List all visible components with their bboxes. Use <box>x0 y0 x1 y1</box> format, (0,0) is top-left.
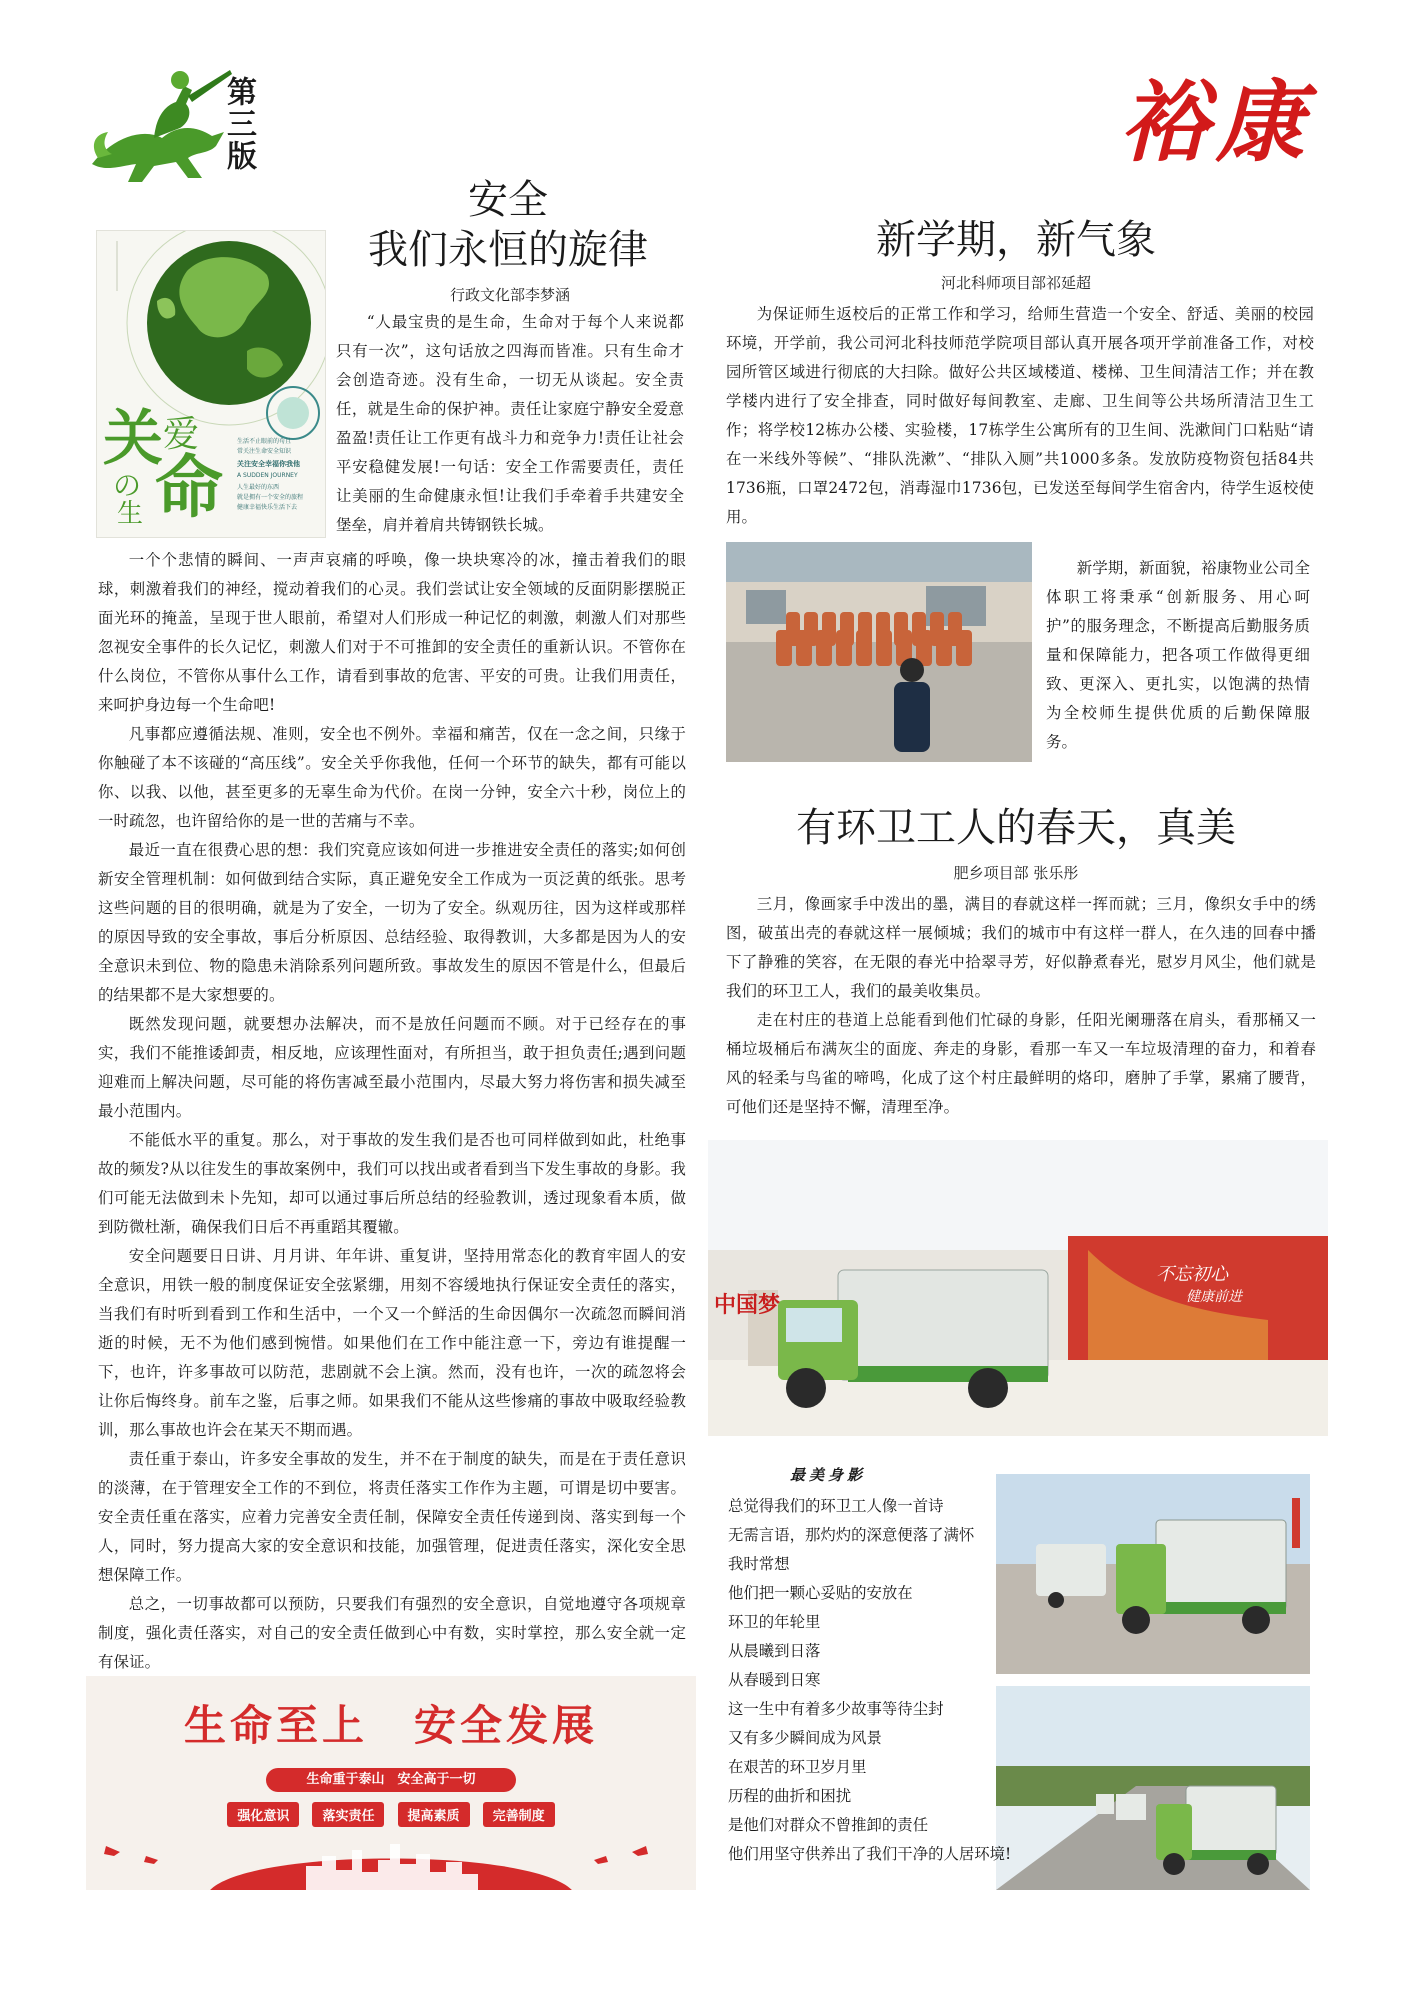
poem-line: 从春暖到日寒 <box>728 1671 821 1689</box>
article1-paragraph: 一个个悲情的瞬间、一声声哀痛的呼唤，像一块块寒冷的冰，撞击着我们的眼球，刺激着我们的神经，搅动着我们的心灵。我们尝试让安全领域的反面阴影摆脱正面光环的掩盖，呈现于世人眼前，希望对人们形成一种记忆的刺激，刺激人们对那些忽视安全事件的长久记忆，刺激人们对于不可推卸的安全责任的重新认识。不管你在什么岗位，不管你从事什么工作，请看到事故的危害、平安的可贵。让我们用责任，来呵护身边每一个生命吧! <box>98 551 686 714</box>
poem-line: 我时常想 <box>728 1555 790 1573</box>
poem-title: 最美身影 <box>790 1466 867 1484</box>
poem-line: 环卫的年轮里 <box>728 1613 821 1631</box>
skyline-icon <box>86 1826 696 1890</box>
article1-intro: “人最宝贵的是生命，生命对于每个人来说都只有一次”，这句话放之四海而皆准。只有生命才会创造奇迹。没有生命，一切无从谈起。安全责任，就是生命的保护神。责任让家庭宁静安全爱意盈盈!责任让工作更有战斗力和竞争力!责任让社会平安稳健发展!一句话：安全工作需要责任，责任让美丽的生命健康永恒!让我们手牵着手共建安全堡垒，肩并着肩共铸钢铁长城。 <box>336 313 684 534</box>
article1-paragraph: 安全问题要日日讲、月月讲、年年讲、重复讲，坚持用常态化的教育牢固人的安全意识，用铁一般的制度保证安全弦紧绷，用刻不容缓地执行保证安全责任的落实，当我们有时听到看到工作和生活中，一个又一个鲜活的生命因偶尔一次疏忽而瞬间消逝的时候，无不为他们感到惋惜。如果他们在工作中能注意一下，旁边有谁提醒一下，也许，许多事故可以防范，悲剧就不会上演。然而，没有也许，一次的疏忽将会让你后悔终身。前车之鉴，后事之师。如果我们不能从这些惨痛的事故中吸取经验教训，那么事故也许会在某天不期而遇。 <box>98 1247 686 1439</box>
article3-paragraph: 三月，像画家手中泼出的墨，满目的春就这样一挥而就；三月，像织女手中的绣图，破茧出壳的春就这样一展倾城；我们的城市中有这样一群人，在久违的回春中播下了静雅的笑容，在无限的春光中拾翠寻芳，好似静煮春光，慰岁月风尘，他们就是我们的环卫工人，我们的最美收集员。 <box>726 895 1316 1000</box>
poster-line-3: 关注安全幸福你我他 <box>237 459 300 468</box>
brand-title: 裕康 <box>1120 70 1313 174</box>
poem-line: 无需言语，那灼灼的深意便落了满怀 <box>728 1526 975 1544</box>
article1-paragraph: 最近一直在很费心思的想：我们究竟应该如何进一步推进安全责任的落实;如何创新安全管理机制：如何做到结合实际，真正避免安全工作成为一页泛黄的纸张。思考这些问题的目的很明确，就是为了安全，一切为了安全。纵观历往，因为这样或那样的原因导致的安全事故，事后分析原因、总结经验、取得教训，大多都是因为人的安全意识未到位、物的隐患未消除系列问题所致。事故发生的原因不管是什么，但最后的结果都不是大家想要的。 <box>98 841 686 1004</box>
sanitation-truck-photo <box>708 1140 1328 1436</box>
page-label <box>220 76 260 181</box>
staff-group-icon <box>726 542 1032 762</box>
safety-banner <box>86 1676 696 1890</box>
poem-line: 他们把一颗心妥贴的安放在 <box>728 1584 913 1602</box>
poster-big-5: 命 <box>155 449 224 528</box>
truck-row-photo-1 <box>996 1474 1310 1674</box>
article2-title: 新学期，新气象 <box>876 217 1156 263</box>
article1-paragraph: 不能低水平的重复。那么，对于事故的发生我们是否也可同样做到如此，杜绝事故的频发?从以往发生的事故案例中，我们可以找出或者看到当下发生事故的身影。我们可能无法做到未卜先知，却可以通过事后所总结的经验教训，透过现象看本质，做到防微杜渐，确保我们日后不再重蹈其覆辙。 <box>98 1131 686 1236</box>
poem-line: 从晨曦到日落 <box>728 1642 821 1660</box>
poem-line: 又有多少瞬间成为风景 <box>728 1729 882 1747</box>
poster-big-3: の <box>113 469 142 502</box>
masthead-logo <box>84 66 234 186</box>
article1-paragraph: 总之，一切事故都可以预防，只要我们有强烈的安全意识，自觉地遵守各项规章制度，强化责任落实，对自己的安全责任做到心中有数，实时掌控，那么安全就一定有保证。 <box>98 1595 686 1671</box>
article3-byline: 肥乡项目部 张乐彤 <box>953 864 1079 882</box>
article1-title-line1: 安全 <box>468 177 548 223</box>
poster-line-4: A SUDDEN JOURNEY <box>237 472 298 479</box>
article1-title-line2: 我们永恒的旋律 <box>368 227 648 273</box>
article3-title: 有环卫工人的春天，真美 <box>796 805 1236 851</box>
poem-line: 是他们对群众不曾推卸的责任 <box>728 1816 929 1834</box>
poem-line: 他们用坚守供养出了我们干净的人居环境! <box>728 1845 1012 1863</box>
banner-sub: 生命重于泰山 安全高于一切 <box>266 1768 516 1792</box>
poster-big-4: 生 <box>117 499 144 529</box>
photo-wall-text-1: 中国梦 <box>714 1293 781 1318</box>
poster-big-2: 爱 <box>163 414 200 455</box>
poster-big-1: 关 <box>103 404 163 474</box>
banner-tag: 落实责任 <box>312 1802 384 1827</box>
staff-photo <box>726 542 1032 762</box>
banner-main: 生命至上 安全发展 <box>183 1701 598 1750</box>
article1-byline: 行政文化部李梦涵 <box>449 286 570 304</box>
article3-body <box>726 890 1316 1122</box>
rider-logo-icon <box>84 66 234 186</box>
poster-line-7: 健康幸福快乐生活下去 <box>237 504 298 511</box>
article1-paragraph: 既然发现问题，就要想办法解决，而不是放任问题而不顾。对于已经存在的事实，我们不能推诿卸责，相反地，应该理性面对，有所担当，敢于担负责任;遇到问题迎难而上解决问题，尽可能的将伤害减至最小范围内，尽最大努力将伤害和损失减至最小范围内。 <box>98 1015 686 1120</box>
article2-byline: 河北科师项目部祁延超 <box>940 274 1091 292</box>
truck-row-icon <box>996 1474 1310 1674</box>
banner-tag: 提高素质 <box>398 1802 470 1827</box>
poster-line-1: 生活不止眼前的苟且 <box>237 438 292 445</box>
page-label-text: 第三版 <box>221 76 256 172</box>
poster-line-5: 人生最好的东西 <box>237 484 280 491</box>
poem-line: 这一生中有着多少故事等待尘封 <box>728 1700 944 1718</box>
poster-line-2: 常关注生命安全知识 <box>237 448 292 455</box>
poem-line: 总觉得我们的环卫工人像一首诗 <box>728 1497 944 1515</box>
banner-tags <box>86 1802 696 1827</box>
photo-wall-text-2: 不忘初心 <box>1156 1264 1228 1285</box>
poem-line: 历程的曲折和困扰 <box>728 1787 852 1805</box>
article2-side-paragraph: 新学期，新面貌，裕康物业公司全体职工将秉承“创新服务、用心呵护”的服务理念，不断提高后勤服务质量和保障能力，把各项工作做得更细致、更深入、更扎实，以饱满的热情为全校师生提供优质的后勤保障服务。 <box>1046 559 1310 751</box>
poster-line-6: 就是拥有一个安全的旅程 <box>237 494 304 501</box>
photo-wall-text-3: 健康前进 <box>1186 1289 1242 1305</box>
safety-poster <box>96 230 326 538</box>
banner-tag: 强化意识 <box>227 1802 299 1827</box>
article1-paragraph: 责任重于泰山，许多安全事故的发生，并不在于制度的缺失，而是在于责任意识的淡薄，在于管理安全工作的不到位，将责任落实工作作为主题，可谓是切中要害。安全责任重在落实，应着力完善安全责任制，保障安全责任传递到岗、落实到每一个人，同时，努力提高大家的安全意识和技能，加强管理，促进责任落实，深化安全思想保障工作。 <box>98 1450 686 1584</box>
banner-tag: 完善制度 <box>483 1802 555 1827</box>
article3-paragraph: 走在村庄的巷道上总能看到他们忙碌的身影，任阳光阑珊落在肩头，看那桶又一桶垃圾桶后布满灰尘的面庞、奔走的身影，看那一车又一车垃圾清理的奋力，和着春风的轻柔与鸟雀的啼鸣，化成了这个村庄最鲜明的烙印，磨肿了手掌，累痛了腰背，可他们还是坚持不懈，清理至净。 <box>726 1011 1316 1116</box>
article1-body <box>98 546 686 1677</box>
article2-paragraph: 为保证师生返校后的正常工作和学习，给师生营造一个安全、舒适、美丽的校园环境，开学前，我公司河北科技师范学院项目部认真开展各项开学前准备工作，对校园所管区域进行彻底的大扫除。做好公共区域楼道、楼梯、卫生间清洁工作；并在教学楼内进行了安全排查，同时做好每间教室、走廊、卫生间等公共场所清洁卫生工作；将学校12栋办公楼、实验楼，17栋学生公寓所有的卫生间、洗漱间门口粘贴“请在一米线外等候”、“排队洗漱”、“排队入厕”共1000多条。发放防疫物资包括84共1736瓶，口罩2472包，消毒湿巾1736包，已发送至每间学生宿舍内，待学生返校使用。 <box>726 305 1314 526</box>
article1-paragraph: 凡事都应遵循法规、准则，安全也不例外。幸福和痛苦，仅在一念之间，只缘于你触碰了本不该碰的“高压线”。安全关乎你我他，任何一个环节的缺失，都有可能以你、以我、以他，甚至更多的无辜生命为代价。在岗一分钟，安全六十秒，岗位上的一时疏忽，也许留给你的是一世的苦痛与不幸。 <box>98 725 686 830</box>
poem-line: 在艰苦的环卫岁月里 <box>728 1758 867 1776</box>
